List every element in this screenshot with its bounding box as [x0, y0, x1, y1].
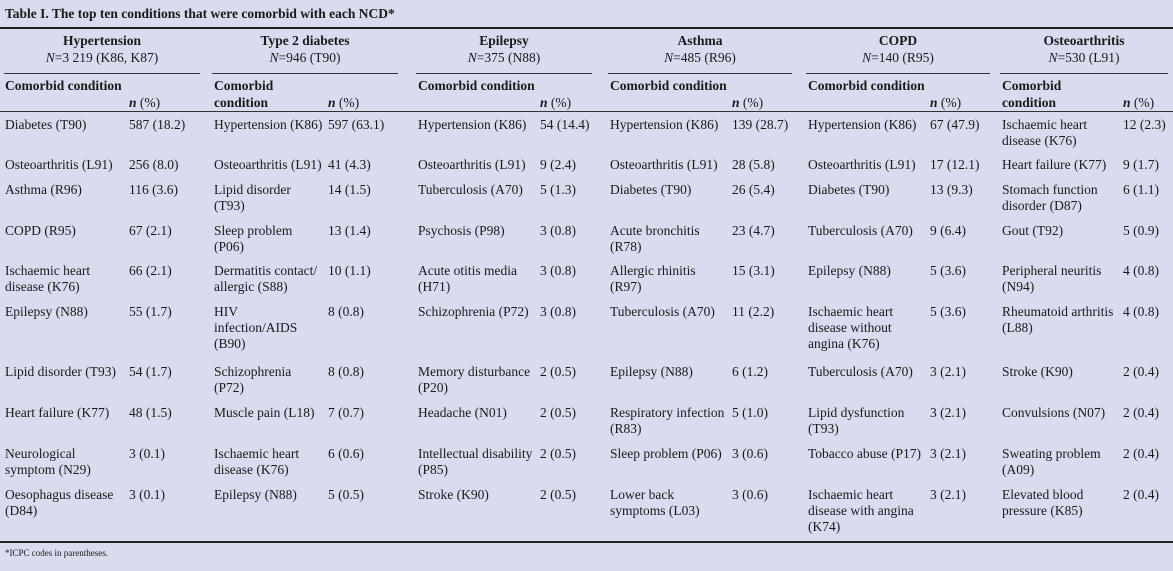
count-cell: 9 (1.7) — [1123, 157, 1159, 172]
count-cell: 5 (0.5) — [328, 487, 364, 502]
count-cell: 41 (4.3) — [328, 157, 371, 172]
n-symbol: n — [328, 95, 336, 110]
condition-cell: Ischaemic heart disease (K76) — [1002, 117, 1088, 148]
condition-cell: Osteoarthritis (L91) — [610, 157, 718, 172]
condition-cell: Osteoarthritis (L91) — [418, 157, 526, 172]
count-cell: 597 (63.1) — [328, 117, 385, 132]
group-name: Asthma — [677, 33, 723, 48]
count-cell: 5 (1.0) — [732, 405, 768, 420]
percent-symbol: (%) — [136, 95, 161, 110]
condition-cell: Allergic rhinitis (R97) — [610, 263, 696, 294]
count-cell: 17 (12.1) — [930, 157, 980, 172]
count-cell: 3 (2.1) — [930, 487, 966, 502]
sample-size-value: =375 (N88) — [476, 50, 541, 65]
sample-size-value: =485 (R96) — [673, 50, 736, 65]
count-cell: 7 (0.7) — [328, 405, 364, 420]
condition-header: Comorbid condition — [1002, 78, 1062, 110]
condition-cell: Schizophrenia (P72) — [214, 364, 292, 395]
group-sample-size — [608, 49, 792, 66]
sample-size-symbol: N — [862, 50, 872, 65]
condition-cell: Acute otitis media (H71) — [418, 263, 517, 294]
sample-size-value: =140 (R95) — [871, 50, 934, 65]
group-header — [1000, 32, 1168, 72]
condition-cell: Osteoarthritis (L91) — [214, 157, 322, 172]
condition-cell: Lipid disorder (T93) — [214, 182, 291, 213]
count-cell: 2 (0.5) — [540, 405, 576, 420]
group-underline — [212, 73, 398, 74]
condition-cell: Heart failure (K77) — [5, 405, 110, 420]
condition-cell: Osteoarthritis (L91) — [808, 157, 916, 172]
group-underline — [1000, 73, 1168, 74]
count-cell: 3 (0.1) — [129, 446, 165, 461]
count-cell: 5 (3.6) — [930, 263, 966, 278]
condition-cell: Hypertension (K86) — [610, 117, 719, 132]
n-symbol: n — [129, 95, 137, 110]
count-cell: 8 (0.8) — [328, 304, 364, 319]
condition-cell: Respiratory infection (R83) — [610, 405, 725, 436]
sample-size-symbol: N — [45, 50, 55, 65]
condition-cell: Diabetes (T90) — [5, 117, 87, 132]
condition-cell: HIV infection/AIDS (B90) — [214, 304, 298, 351]
condition-cell: Tuberculosis (A70) — [610, 304, 715, 319]
condition-cell: Tuberculosis (A70) — [418, 182, 523, 197]
condition-cell: Ischaemic heart disease (K76) — [214, 446, 300, 477]
group-underline — [608, 73, 792, 74]
count-cell: 67 (2.1) — [129, 223, 172, 238]
count-cell: 3 (2.1) — [930, 446, 966, 461]
header-rule — [0, 111, 1173, 112]
sample-size-symbol: N — [664, 50, 674, 65]
n-symbol: n — [930, 95, 938, 110]
condition-cell: Sweating problem (A09) — [1002, 446, 1101, 477]
condition-cell: Tuberculosis (A70) — [808, 223, 913, 238]
n-symbol: n — [540, 95, 548, 110]
condition-cell: Gout (T92) — [1002, 223, 1064, 238]
group-sample-size — [1000, 49, 1168, 66]
condition-cell: Ischaemic heart disease without angina (K76) — [808, 304, 894, 351]
group-header — [4, 32, 200, 72]
condition-cell: Epilepsy (N88) — [5, 304, 88, 319]
condition-cell: Diabetes (T90) — [610, 182, 692, 197]
condition-cell: Schizophrenia (P72) — [418, 304, 529, 319]
count-cell: 3 (2.1) — [930, 405, 966, 420]
group-name: Type 2 diabetes — [260, 33, 350, 48]
condition-cell: Neurological symptom (N29) — [5, 446, 91, 477]
n-symbol: n — [732, 95, 740, 110]
n-percent-header — [930, 94, 961, 111]
count-cell: 14 (1.5) — [328, 182, 371, 197]
condition-cell: Headache (N01) — [418, 405, 507, 420]
n-percent-header — [732, 94, 763, 111]
count-cell: 3 (0.8) — [540, 304, 576, 319]
count-cell: 587 (18.2) — [129, 117, 186, 132]
condition-cell: Tobacco abuse (P17) — [808, 446, 922, 461]
condition-cell: Acute bronchitis (R78) — [610, 223, 700, 254]
condition-cell: Stomach function disorder (D87) — [1002, 182, 1098, 213]
count-cell: 55 (1.7) — [129, 304, 172, 319]
footnote: *ICPC codes in parentheses. — [5, 548, 108, 558]
group-header — [212, 32, 398, 72]
condition-cell: Hypertension (K86) — [808, 117, 917, 132]
condition-cell: Psychosis (P98) — [418, 223, 505, 238]
count-cell: 12 (2.3) — [1123, 117, 1166, 132]
group-underline — [806, 73, 990, 74]
count-cell: 6 (1.1) — [1123, 182, 1159, 197]
sample-size-value: =530 (L91) — [1057, 50, 1120, 65]
count-cell: 4 (0.8) — [1123, 304, 1159, 319]
count-cell: 48 (1.5) — [129, 405, 172, 420]
condition-header: Comorbid condition — [610, 78, 727, 93]
count-cell: 3 (0.8) — [540, 223, 576, 238]
group-sample-size — [416, 49, 592, 66]
group-underline — [4, 73, 200, 74]
condition-cell: Rheumatoid arthritis (L88) — [1002, 304, 1114, 335]
count-cell: 67 (47.9) — [930, 117, 980, 132]
count-cell: 54 (14.4) — [540, 117, 590, 132]
sample-size-symbol: N — [467, 50, 477, 65]
count-cell: 4 (0.8) — [1123, 263, 1159, 278]
count-cell: 66 (2.1) — [129, 263, 172, 278]
group-name: COPD — [878, 33, 918, 48]
condition-cell: Sleep problem (P06) — [610, 446, 722, 461]
condition-cell: Peripheral neuritis (N94) — [1002, 263, 1102, 294]
group-name: Hypertension — [62, 33, 141, 48]
count-cell: 2 (0.5) — [540, 487, 576, 502]
count-cell: 116 (3.6) — [129, 182, 178, 197]
percent-symbol: (%) — [547, 95, 572, 110]
count-cell: 23 (4.7) — [732, 223, 775, 238]
n-symbol: n — [1123, 95, 1131, 110]
condition-cell: Tuberculosis (A70) — [808, 364, 913, 379]
condition-cell: Lower back symptoms (L03) — [610, 487, 700, 518]
condition-cell: Epilepsy (N88) — [214, 487, 297, 502]
count-cell: 3 (0.6) — [732, 446, 768, 461]
group-sample-size — [212, 49, 398, 66]
count-cell: 139 (28.7) — [732, 117, 789, 132]
count-cell: 26 (5.4) — [732, 182, 775, 197]
condition-cell: Stroke (K90) — [1002, 364, 1073, 379]
condition-header: Comorbid condition — [214, 78, 274, 110]
group-underline — [416, 73, 592, 74]
count-cell: 5 (3.6) — [930, 304, 966, 319]
count-cell: 6 (1.2) — [732, 364, 768, 379]
count-cell: 3 (0.6) — [732, 487, 768, 502]
condition-cell: Memory disturbance (P20) — [418, 364, 531, 395]
condition-cell: Hypertension (K86) — [214, 117, 323, 132]
count-cell: 2 (0.4) — [1123, 487, 1159, 502]
count-cell: 5 (1.3) — [540, 182, 576, 197]
count-cell: 3 (2.1) — [930, 364, 966, 379]
count-cell: 28 (5.8) — [732, 157, 775, 172]
group-name: Osteoarthritis — [1043, 33, 1125, 48]
condition-cell: Intellectual disability (P85) — [418, 446, 533, 477]
condition-cell: Elevated blood pressure (K85) — [1002, 487, 1084, 518]
condition-cell: Asthma (R96) — [5, 182, 82, 197]
sample-size-symbol: N — [269, 50, 279, 65]
count-cell: 2 (0.4) — [1123, 405, 1159, 420]
count-cell: 2 (0.5) — [540, 364, 576, 379]
count-cell: 6 (0.6) — [328, 446, 364, 461]
condition-cell: Oesophagus disease (D84) — [5, 487, 114, 518]
condition-header: Comorbid condition — [5, 78, 122, 93]
condition-cell: Epilepsy (N88) — [808, 263, 891, 278]
condition-header: Comorbid condition — [418, 78, 535, 93]
condition-cell: Hypertension (K86) — [418, 117, 527, 132]
condition-cell: Muscle pain (L18) — [214, 405, 315, 420]
condition-cell: Ischaemic heart disease (K76) — [5, 263, 91, 294]
table-caption: Table I. The top ten conditions that were comorbid with each NCD* — [5, 6, 395, 21]
condition-cell: Dermatitis contact/ allergic (S88) — [214, 263, 318, 294]
count-cell: 3 (0.1) — [129, 487, 165, 502]
count-cell: 13 (1.4) — [328, 223, 371, 238]
count-cell: 8 (0.8) — [328, 364, 364, 379]
group-sample-size — [806, 49, 990, 66]
count-cell: 15 (3.1) — [732, 263, 775, 278]
top-rule — [0, 27, 1173, 29]
percent-symbol: (%) — [1130, 95, 1155, 110]
condition-cell: Diabetes (T90) — [808, 182, 890, 197]
sample-size-value: =946 (T90) — [278, 50, 341, 65]
group-name: Epilepsy — [479, 33, 529, 48]
bottom-rule — [0, 541, 1173, 543]
condition-cell: Osteoarthritis (L91) — [5, 157, 113, 172]
condition-cell: Convulsions (N07) — [1002, 405, 1106, 420]
n-percent-header — [328, 94, 359, 111]
condition-cell: Heart failure (K77) — [1002, 157, 1107, 172]
condition-cell: Stroke (K90) — [418, 487, 489, 502]
condition-cell: Epilepsy (N88) — [610, 364, 693, 379]
count-cell: 11 (2.2) — [732, 304, 775, 319]
sample-size-value: =3 219 (K86, K87) — [54, 50, 159, 65]
count-cell: 5 (0.9) — [1123, 223, 1159, 238]
count-cell: 9 (6.4) — [930, 223, 966, 238]
percent-symbol: (%) — [937, 95, 962, 110]
condition-cell: Sleep problem (P06) — [214, 223, 293, 254]
group-header — [806, 32, 990, 72]
percent-symbol: (%) — [335, 95, 360, 110]
count-cell: 256 (8.0) — [129, 157, 179, 172]
n-percent-header — [1123, 94, 1154, 111]
condition-cell: Lipid disorder (T93) — [5, 364, 116, 379]
count-cell: 9 (2.4) — [540, 157, 576, 172]
group-sample-size — [4, 49, 200, 66]
count-cell: 3 (0.8) — [540, 263, 576, 278]
condition-cell: Lipid dysfunction (T93) — [808, 405, 905, 436]
group-header — [608, 32, 792, 72]
count-cell: 10 (1.1) — [328, 263, 371, 278]
condition-header: Comorbid condition — [808, 78, 925, 93]
n-percent-header — [540, 94, 571, 111]
group-header — [416, 32, 592, 72]
count-cell: 2 (0.5) — [540, 446, 576, 461]
sample-size-symbol: N — [1048, 50, 1058, 65]
condition-cell: COPD (R95) — [5, 223, 76, 238]
percent-symbol: (%) — [739, 95, 764, 110]
count-cell: 2 (0.4) — [1123, 364, 1159, 379]
count-cell: 54 (1.7) — [129, 364, 172, 379]
condition-cell: Ischaemic heart disease with angina (K74) — [808, 487, 914, 534]
count-cell: 13 (9.3) — [930, 182, 973, 197]
n-percent-header — [129, 94, 160, 111]
count-cell: 2 (0.4) — [1123, 446, 1159, 461]
